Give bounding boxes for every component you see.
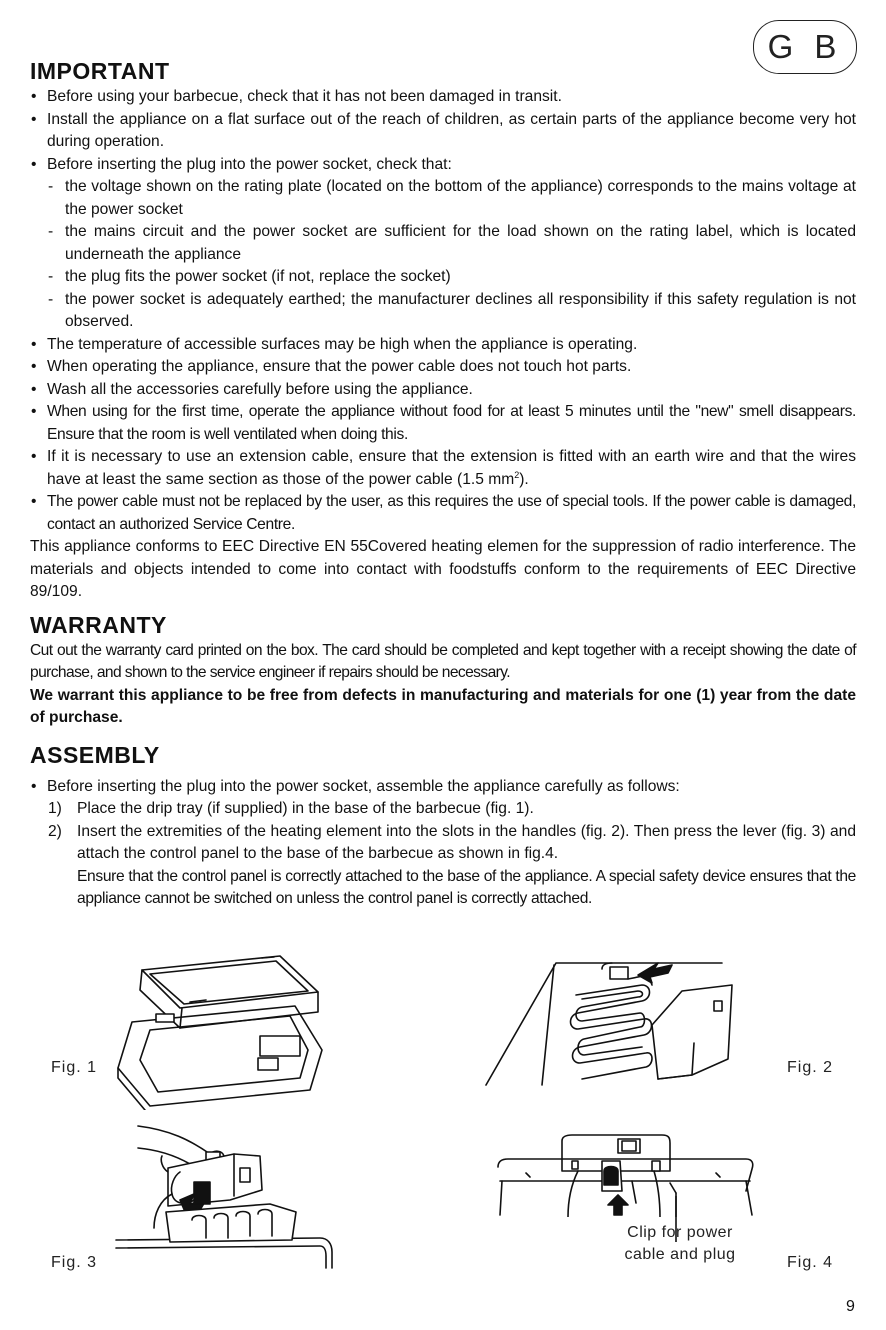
step-number: 1) bbox=[48, 800, 62, 817]
list-item: • Before inserting the plug into the power socket, assemble the appliance carefully as follows: bbox=[30, 776, 856, 799]
fig2-heating-element-illustration bbox=[482, 955, 744, 1089]
list-item: • When using for the first time, operate the appliance without food for at least 5 minutes until the "new" smell disappears. Ensure that the room is well ventilated when doing this. bbox=[30, 401, 856, 446]
list-item: • Wash all the accessories carefully before using the appliance. bbox=[30, 379, 856, 402]
list-item: • The temperature of accessible surfaces may be high when the appliance is operating. bbox=[30, 334, 856, 357]
sub-list-item: - the plug fits the power socket (if not, replace the socket) bbox=[30, 266, 856, 289]
conformity-paragraph: This appliance conforms to EEC Directive EN 55Covered heating elemen for the suppression of radio interference. The materials and objects intended to come into contact with foodstuffs conform to the requirements of EEC Directive 89/109. bbox=[30, 538, 856, 600]
warranty-paragraph: Cut out the warranty card printed on the box. The card should be completed and kept together with a receipt showing the date of purchase, and shown to the service engineer if repairs should be necessary. bbox=[30, 641, 856, 681]
step-text: Place the drip tray (if supplied) in the base of the barbecue (fig. 1). bbox=[77, 800, 534, 817]
assembly-list bbox=[30, 776, 856, 866]
step-item bbox=[30, 798, 856, 821]
fig3-label: Fig. 3 bbox=[51, 1254, 98, 1271]
list-item: • The power cable must not be replaced by the user, as this requires the use of special tools. If the power cable is damaged, contact an authorized Service Centre. bbox=[30, 491, 856, 536]
language-badge: G B bbox=[753, 20, 857, 74]
fig4-label: Fig. 4 bbox=[787, 1254, 834, 1271]
important-heading: IMPORTANT bbox=[30, 58, 170, 84]
text-body bbox=[30, 56, 856, 911]
list-item: • When operating the appliance, ensure that the power cable does not touch hot parts. bbox=[30, 356, 856, 379]
caption-line: cable and plug bbox=[624, 1246, 736, 1263]
page-number: 9 bbox=[846, 1298, 855, 1315]
warranty-bold-paragraph: We warrant this appliance to be free from defects in manufacturing and materials for one (1) year from the date of purchase. bbox=[30, 686, 856, 726]
extension-text-end: ). bbox=[519, 470, 529, 488]
list-item: • Before using your barbecue, check that it has not been damaged in transit. bbox=[30, 86, 856, 109]
step-item bbox=[30, 821, 856, 866]
step-continuation: Ensure that the control panel is correctly attached to the base of the appliance. A special safety device ensures that the appliance cannot be switched on unless the control panel is correctly attached. bbox=[77, 867, 856, 907]
sub-list-item: - the power socket is adequately earthed; the manufacturer declines all responsibility if this safety regulation is not observed. bbox=[30, 289, 856, 334]
warranty-heading: WARRANTY bbox=[30, 611, 167, 638]
sub-list-item: - the voltage shown on the rating plate (located on the bottom of the appliance) corresponds to the mains voltage at the power socket bbox=[30, 176, 856, 221]
superscript: 2 bbox=[514, 469, 520, 480]
sub-list-item: - the mains circuit and the power socket are sufficient for the load shown on the rating label, which is located underneath the appliance bbox=[30, 221, 856, 266]
fig3-lever-illustration bbox=[110, 1120, 336, 1270]
fig2-label: Fig. 2 bbox=[787, 1059, 834, 1076]
important-list bbox=[30, 86, 856, 536]
list-item: • Install the appliance on a flat surface out of the reach of children, as certain parts of the appliance become very hot during operation. bbox=[30, 109, 856, 154]
step-number: 2) bbox=[48, 822, 62, 840]
fig1-label: Fig. 1 bbox=[51, 1059, 98, 1076]
step-text: Insert the extremities of the heating element into the slots in the handles (fig. 2). Then press the lever (fig. 3) and attach the control panel to the base of the barbecue as shown in fig.4. bbox=[77, 822, 856, 862]
fig4-control-panel-illustration bbox=[496, 1133, 758, 1217]
caption-line: Clip for power bbox=[627, 1224, 733, 1241]
assembly-heading: ASSEMBLY bbox=[30, 741, 160, 768]
list-item: • Before inserting the plug into the power socket, check that: bbox=[30, 154, 856, 177]
fig1-drip-tray-illustration bbox=[110, 950, 340, 1110]
fig4-caption bbox=[605, 1222, 755, 1266]
list-item bbox=[30, 446, 856, 491]
extension-text: If it is necessary to use an extension cable, ensure that the extension is fitted with an earth wire and that the wires have at least the same section as those of the power cable (1.5 mm bbox=[47, 448, 856, 488]
